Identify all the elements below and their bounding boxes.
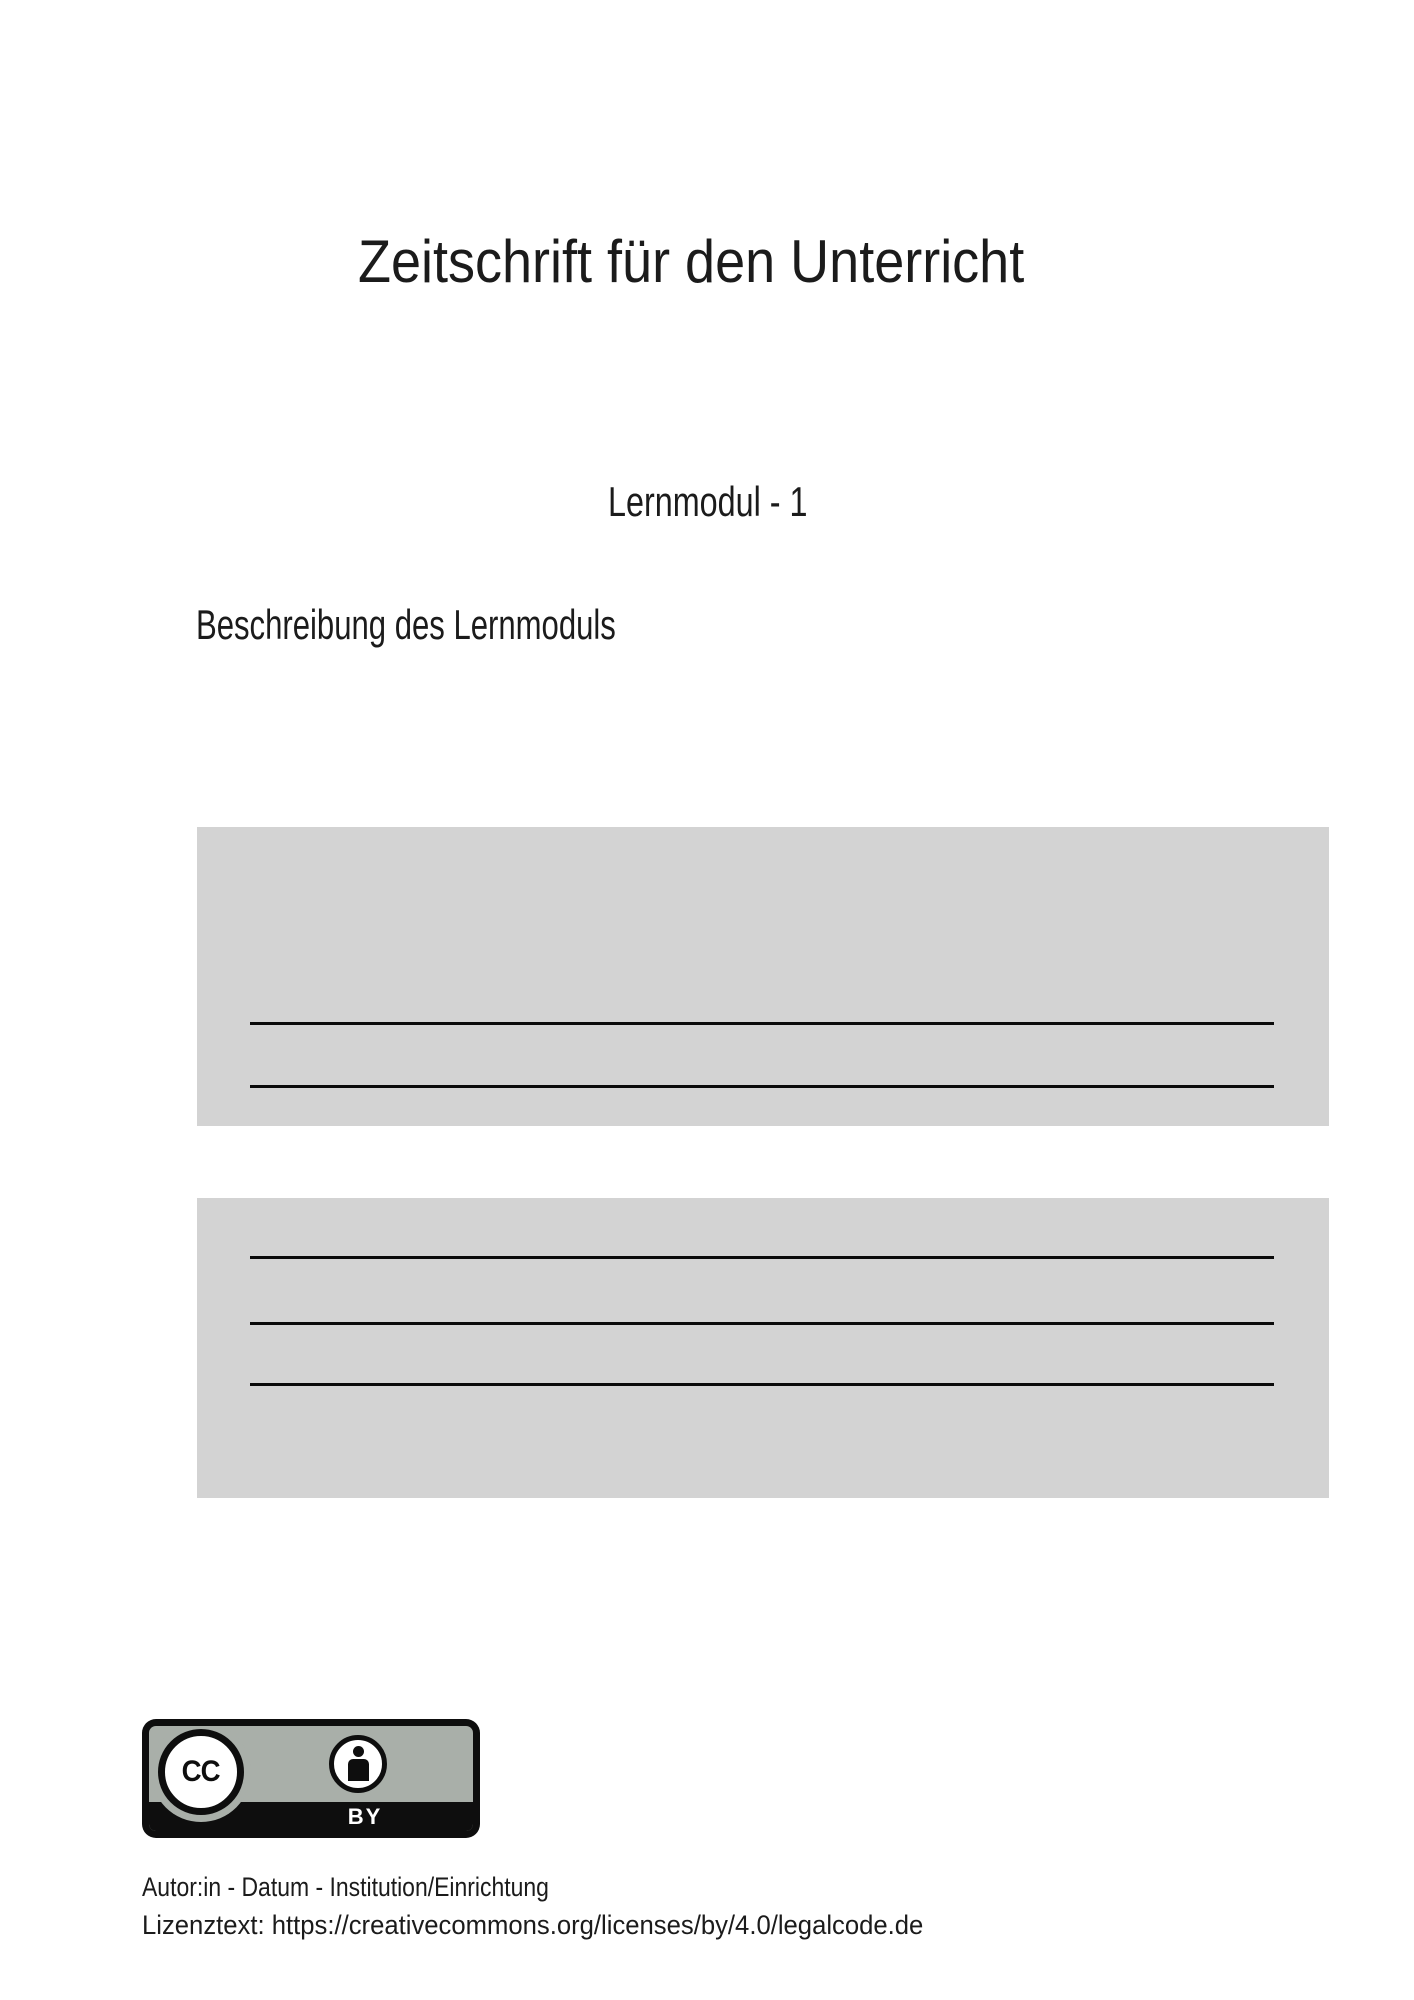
module-subtitle <box>608 478 867 526</box>
author-line-text: Autor:in - Datum - Institution/Einrichtung <box>142 1872 549 1902</box>
cc-badge-background <box>149 1726 473 1831</box>
person-body-icon <box>348 1759 369 1781</box>
writing-line <box>250 1022 1274 1025</box>
author-line <box>142 1872 621 1903</box>
page-title-text: Zeitschrift für den Unterricht <box>358 228 1025 295</box>
person-head-icon <box>353 1746 364 1757</box>
writing-line <box>250 1383 1274 1386</box>
by-label: BY <box>347 1804 383 1829</box>
attribution-person-icon <box>329 1735 387 1793</box>
section-heading-text: Beschreibung des Lernmoduls <box>196 601 616 648</box>
answer-box-2 <box>197 1198 1329 1498</box>
cc-license-badge <box>142 1719 480 1838</box>
writing-line <box>250 1085 1274 1088</box>
writing-line <box>250 1322 1274 1325</box>
cc-logo-icon <box>158 1729 244 1815</box>
page-title <box>358 227 1098 296</box>
license-line <box>142 1910 964 1941</box>
license-line-text: Lizenztext: https://creativecommons.org/licenses/by/4.0/legalcode.de <box>142 1910 924 1940</box>
answer-box-1 <box>197 827 1329 1126</box>
writing-line <box>250 1256 1274 1259</box>
section-heading <box>196 601 763 649</box>
cc-logo-label: CC <box>181 1755 221 1788</box>
module-subtitle-text: Lernmodul - 1 <box>608 478 808 525</box>
